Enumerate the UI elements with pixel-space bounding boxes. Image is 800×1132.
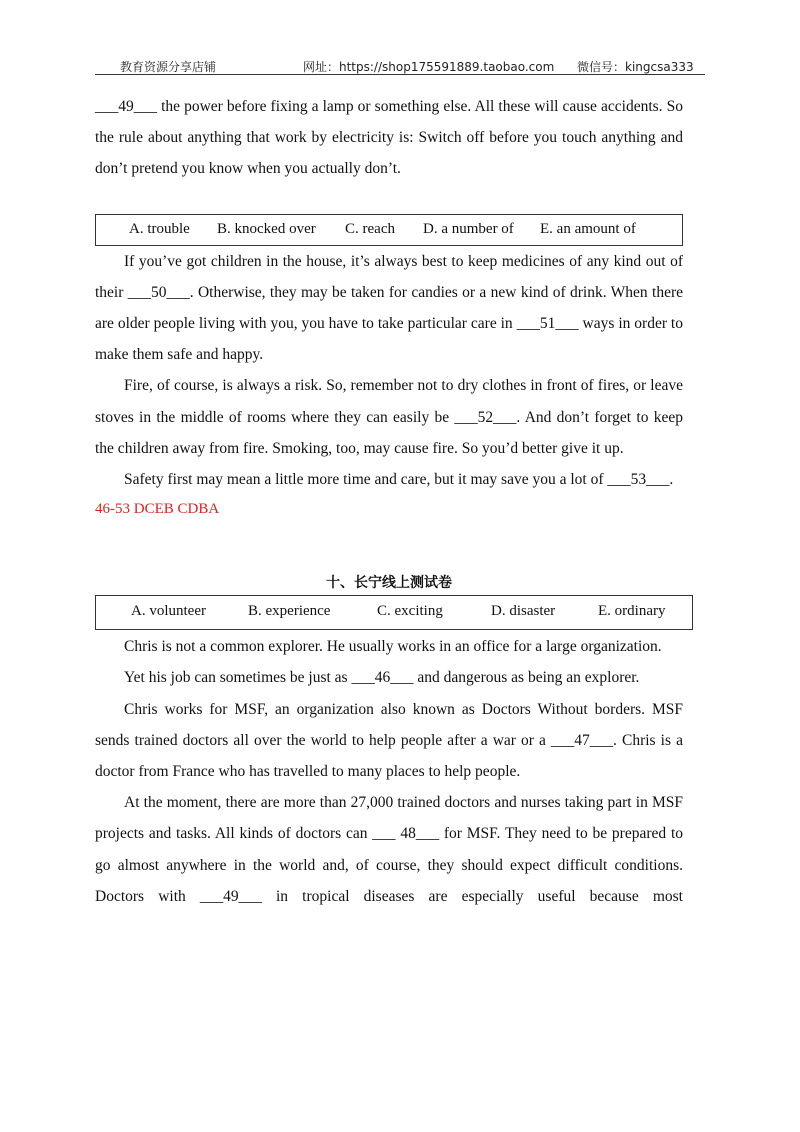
option-e: E. ordinary <box>598 603 666 620</box>
answer-key: 46-53 DCEB CDBA <box>95 501 220 518</box>
option-b: B. experience <box>248 603 331 620</box>
option-b: B. knocked over <box>217 220 316 237</box>
options-box-1 <box>95 214 683 246</box>
paragraph-46: Yet his job can sometimes be just as ___46___ and dangerous as being an explorer. <box>124 669 640 687</box>
paragraph-chris: Chris is not a common explorer. He usually works in an office for a large organization. <box>124 638 662 656</box>
header-url: 网址：https://shop175591889.taobao.com <box>303 60 555 74</box>
option-d: D. a number of <box>423 220 514 237</box>
header-wechat: 微信号：kingcsa333 <box>577 60 694 74</box>
paragraph-48: At the moment, there are more than 27,000 trained doctors and nurses taking part in MSF projects and tasks. All kinds of doctors can ___ 48___ for MSF. They need to be prepared to go almost anywhere in the world and, of course, they should expect difficult conditions. Doctors with ___49___ in tropical diseases are especially useful because most <box>95 794 683 905</box>
section-title: 十、长宁线上测试卷 <box>326 575 452 592</box>
paragraph-47: Chris works for MSF, an organization also known as Doctors Without borders. MSF sends trained doctors all over the world to help people after a war or a ___47___. Chris is a doctor from France who has travelled to many places to help people. <box>95 700 683 781</box>
paragraph-52: Fire, of course, is always a risk. So, remember not to dry clothes in front of fires, or leave stoves in the middle of rooms where they can easily be ___52___. And don’t forget to keep the children away from fire. Smoking, too, may cause fire. So you’d better give it up. <box>95 377 683 457</box>
header-shop-name: 教育资源分享店铺 <box>120 60 217 74</box>
document-body <box>95 91 683 912</box>
header-divider <box>95 74 705 75</box>
page-header <box>95 54 705 74</box>
paragraph-53: Safety first may mean a little more time and care, but it may save you a lot of ___53___. <box>124 471 674 489</box>
option-a: A. volunteer <box>131 603 206 620</box>
options-box-2 <box>95 595 693 630</box>
option-a: A. trouble <box>129 220 190 237</box>
option-e: E. an amount of <box>540 220 636 237</box>
option-d: D. disaster <box>491 603 556 620</box>
option-c: C. reach <box>345 220 395 237</box>
option-c: C. exciting <box>377 603 443 620</box>
paragraph-49: ___49___ the power before fixing a lamp or something else. All these will cause accidents. So the rule about anything that work by electricity is: Switch off before you touch anything and don’t pretend you know when you actually don’t. <box>95 98 683 178</box>
paragraph-50: If you’ve got children in the house, it’s always best to keep medicines of any kind out of their ___50___. Otherwise, they may be taken for candies or a new kind of drink. When there are older people living with you, you have to take particular care in ___51___ ways in order to make them safe and happy. <box>95 252 683 364</box>
